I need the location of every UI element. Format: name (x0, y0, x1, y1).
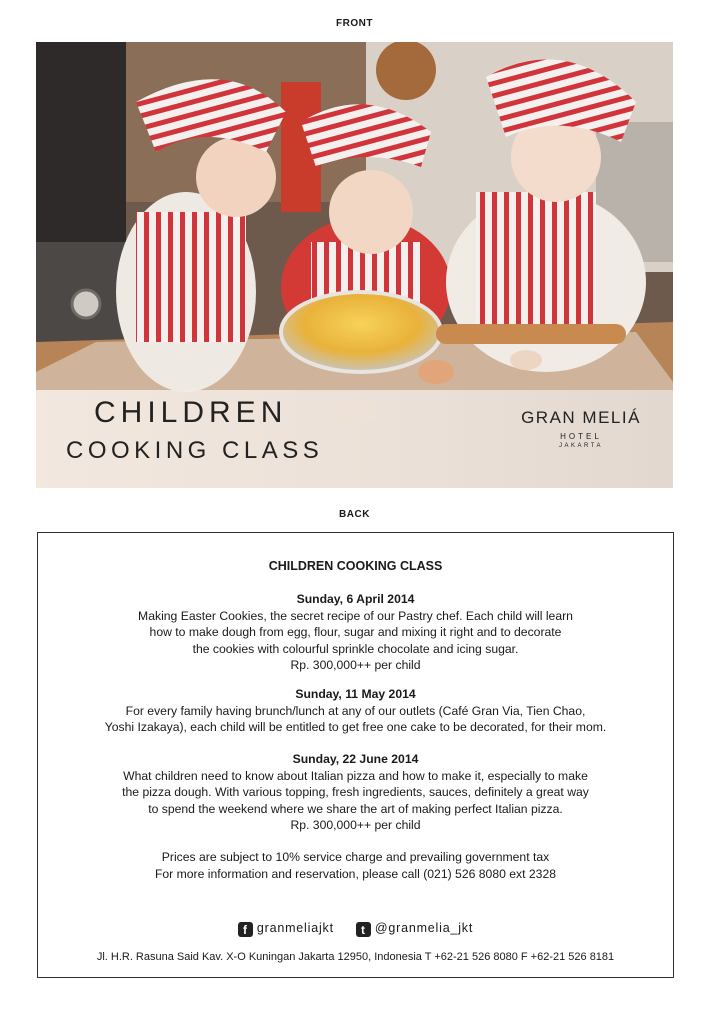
session-line: the cookies with colourful sprinkle chocolate and icing sugar. (192, 641, 519, 656)
back-heading: CHILDREN COOKING CLASS (268, 559, 443, 573)
twitter-icon[interactable]: t (356, 922, 371, 937)
session-line: the pizza dough. With various topping, fresh ingredients, sauces, definitely a great way (122, 785, 589, 799)
session-price: Rp. 300,000++ per child (290, 818, 421, 832)
note-line: Prices are subject to 10% service charge and prevailing government tax (161, 850, 550, 864)
session-line: to spend the weekend where we share the art of making perfect Italian pizza. (148, 801, 563, 816)
twitter-handle[interactable]: @granmelia_jkt (374, 921, 474, 935)
session-line: Making Easter Cookies, the secret recipe of our Pastry chef. Each child will learn (138, 608, 573, 623)
note-line: For more information and reservation, please call (021) 526 8080 ext 2328 (154, 866, 557, 881)
logo-name: GRAN MELIÁ (521, 408, 641, 427)
session-line: What children need to know about Italian pizza and how to make it, especially to make (123, 768, 588, 783)
session-2 (38, 686, 673, 736)
session-date: Sunday, 6 April 2014 (296, 592, 415, 606)
front-photo (36, 42, 673, 488)
session-price: Rp. 300,000++ per child (290, 658, 421, 672)
back-panel (37, 532, 674, 978)
facebook-handle[interactable]: granmeliajkt (256, 921, 334, 935)
front-label: FRONT (336, 18, 373, 29)
facebook-icon[interactable]: f (238, 922, 253, 937)
session-line: For every family having brunch/lunch at any of our outlets (Café Gran Via, Tien Chao, (125, 703, 586, 718)
session-line: how to make dough from egg, flour, sugar and mixing it right and to decorate (149, 625, 562, 639)
session-1 (38, 591, 673, 674)
social-handles (38, 921, 673, 937)
hotel-logo (506, 408, 656, 449)
session-line: Yoshi Izakaya), each child will be entitled to get free one cake to be decorated, for their mom. (104, 720, 607, 734)
front-title-line1: CHILDREN (94, 396, 288, 429)
front-title-line2: COOKING CLASS (66, 437, 324, 464)
logo-city: JAKARTA (559, 443, 603, 449)
session-date: Sunday, 11 May 2014 (295, 687, 416, 701)
hotel-address: Jl. H.R. Rasuna Said Kav. X-O Kuningan Jakarta 12950, Indonesia T +62-21 526 8080 F +62-21 526 8181 (96, 951, 615, 963)
back-label: BACK (339, 509, 370, 520)
logo-sub: HOTEL (560, 432, 602, 441)
session-date: Sunday, 22 June 2014 (292, 752, 419, 766)
session-3 (38, 751, 673, 834)
price-note (38, 849, 673, 882)
